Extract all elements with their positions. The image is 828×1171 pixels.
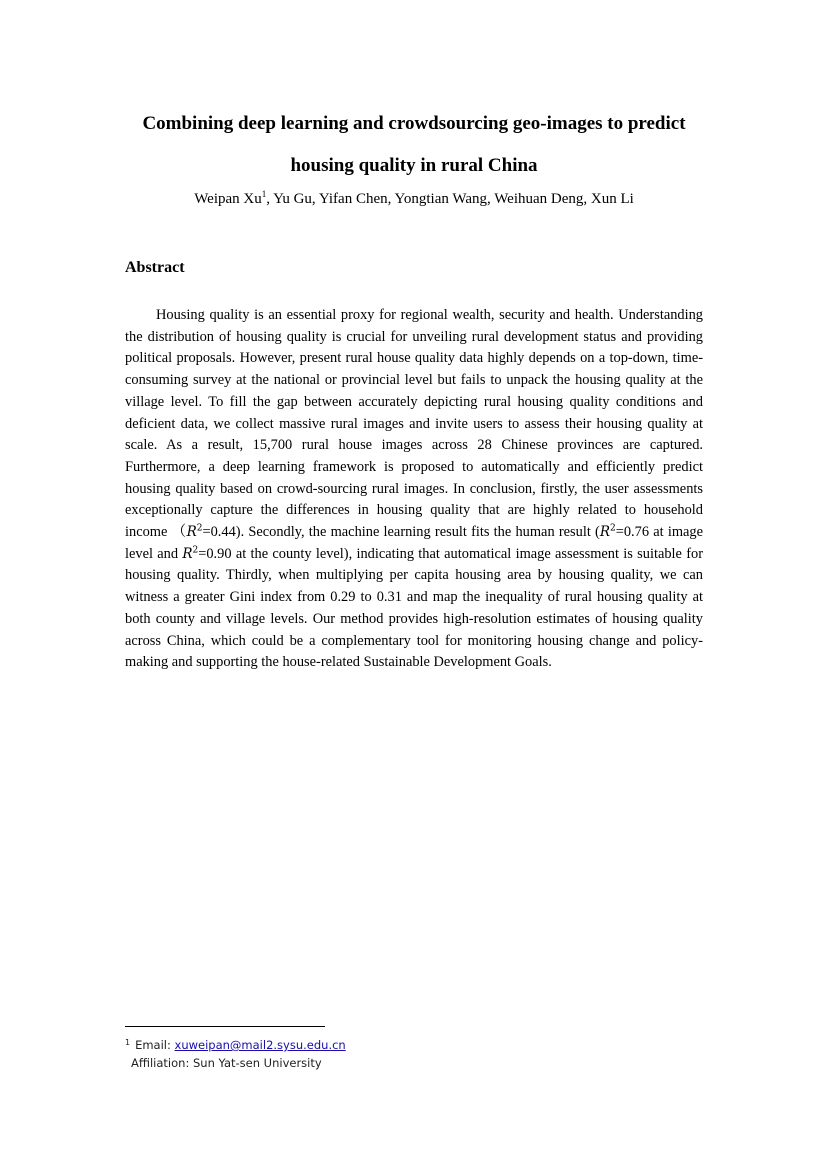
- email-label: Email:: [135, 1038, 175, 1052]
- author-list: [100, 189, 728, 209]
- email-link[interactable]: xuweipan@mail2.sysu.edu.cn: [174, 1038, 346, 1052]
- abstract-heading: Abstract: [125, 259, 185, 276]
- abstract-text-part-4: =0.90 at the county level), indicating that automatical image assessment is suitable for housing quality. Thirdly, when multiplying per capita housing area by housing quality, we can witness a greater Gini index from 0.29 to 0.31 and map the inequality of rural housing quality at both county and village levels. Our method provides high-resolution estimates of housing quality across China, which could be a complementary tool for monitoring housing change and policy-making and supporting the house-related Sustainable Development Goals.: [125, 545, 703, 671]
- footnote-reference: 1: [261, 189, 267, 199]
- affiliation-text: Affiliation: Sun Yat-sen University: [131, 1056, 322, 1070]
- r-squared-symbol-1: $R^2$: [186, 523, 203, 541]
- abstract-text-part-2: =0.44). Secondly, the machine learning result fits the human result (: [202, 524, 600, 541]
- footnote-email-line: [125, 1036, 685, 1054]
- abstract-body: [125, 305, 703, 674]
- footnote-divider: [125, 1026, 325, 1027]
- abstract-text-part-1: Housing quality is an essential proxy for regional wealth, security and health. Understanding the distribution of housing quality is crucial for unveiling rural development status and providing political proposals. However, present rural house quality data highly depends on a top-down, time-consuming survey at the national or provincial level but fails to unpack the housing quality at the village level. To fill the gap between accurately depicting rural housing quality conditions and deficient data, we collect massive rural images and invite users to assess their housing quality at scale. As a result, 15,700 rural house images across 28 Chinese provinces are captured. Furthermore, a deep learning framework is proposed to automatically and efficiently predict housing quality based on crowd-sourcing rural images. In conclusion, firstly, the user assessments exceptionally capture the differences in housing quality that are highly related to household income （: [125, 307, 703, 541]
- footnote-mark: 1: [125, 1038, 131, 1047]
- r-squared-symbol-2: $R^2$: [599, 523, 616, 541]
- footnote: [125, 1036, 685, 1072]
- r-squared-symbol-3: $R^2$: [182, 545, 199, 562]
- first-author: Weipan Xu: [194, 191, 262, 207]
- abstract-text-part-3: =0.76 at image level and: [125, 524, 703, 562]
- other-authors: , Yu Gu, Yifan Chen, Yongtian Wang, Weihuan Deng, Xun Li: [266, 191, 634, 207]
- paper-title-line-2: housing quality in rural China: [290, 155, 538, 176]
- paper-title-line-1: Combining deep learning and crowdsourcing geo-images to predict: [142, 113, 686, 134]
